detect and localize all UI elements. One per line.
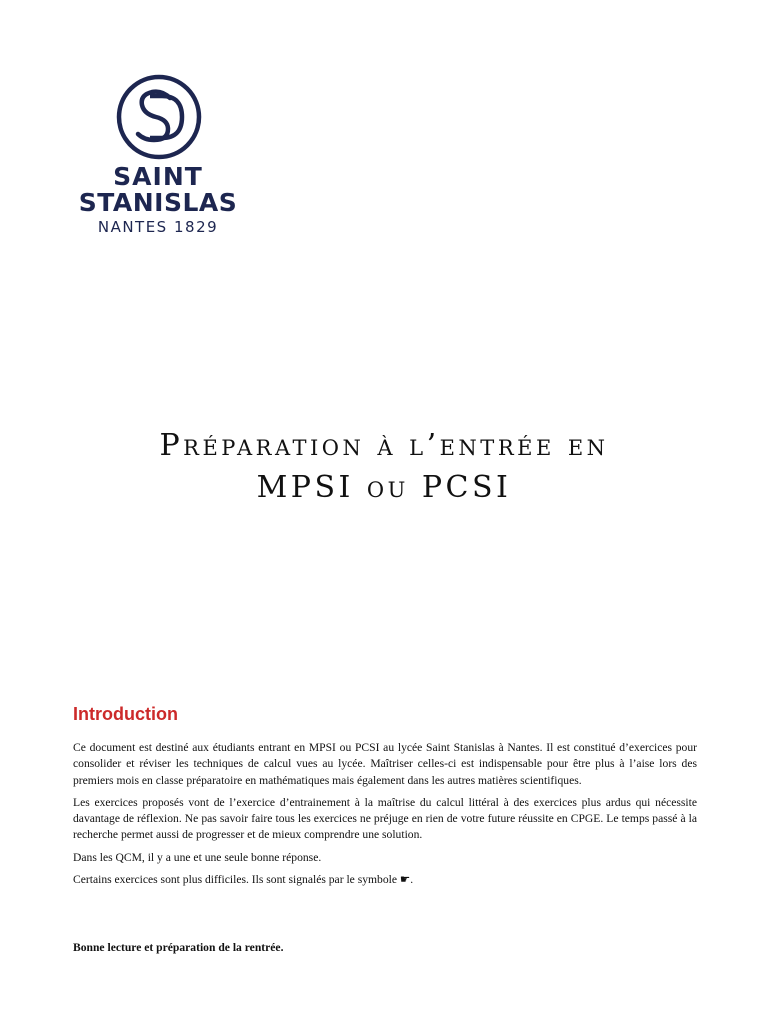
logo-city-line: NANTES 1829 (97, 218, 219, 236)
document-title (0, 425, 768, 509)
paragraph: Ce document est destiné aux étudiants entrant en MPSI ou PCSI au lycée Saint Stanislas à Nantes. Il est constitué d’exercices pour consolider et réviser les techniques de calcul vues au lycée. Maîtriser celles-ci est indispensable pour être plus à l’aise lors des premiers mois en classe préparatoire en mathématiques mais également dans les autres matières scientifiques. (73, 741, 697, 787)
logo-name-line2: STANISLAS (78, 188, 238, 217)
title-line1: Préparation à l’entrée en (159, 428, 609, 463)
introduction-heading: Introduction (73, 704, 178, 724)
introduction-body (73, 740, 697, 894)
title-line2: MPSI ou PCSI (256, 470, 512, 505)
paragraph: Dans les QCM, il y a une et une seule bonne réponse. (73, 850, 322, 864)
paragraph: Certains exercices sont plus difficiles. Ils sont signalés par le symbole ☛. (73, 873, 414, 887)
monogram-circle-icon (116, 74, 202, 160)
school-logo (72, 74, 244, 240)
paragraph: Les exercices proposés vont de l’exercice d’entrainement à la maîtrise du calcul littéral à des exercices plus ardus qui nécessite davantage de réflexion. Ne pas savoir faire tous les exercices ne préjuge en rien de votre future réussite en CPGE. Le temps passé à la recherche permet aussi de progresser et de mieux comprendre une solution. (73, 795, 697, 842)
closing-line: Bonne lecture et préparation de la rentrée. (73, 941, 284, 954)
logo-name-line1: SAINT (113, 162, 203, 191)
